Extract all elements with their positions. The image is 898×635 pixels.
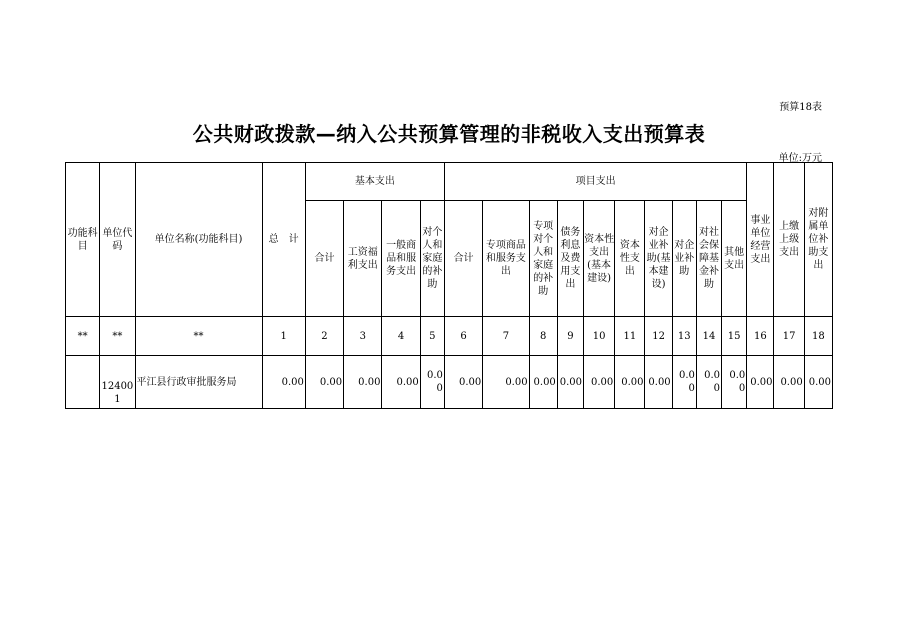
header-project-other: 其他支出	[722, 201, 747, 317]
header-project-household-subsidy: 专项对个人和家庭的补助	[529, 201, 557, 317]
cell-value: 0.00	[420, 356, 444, 409]
index-cell: 15	[722, 317, 747, 356]
header-unit-code: 单位代码	[100, 163, 135, 317]
header-basic-subtotal: 合计	[305, 201, 343, 317]
index-cell: 4	[382, 317, 420, 356]
header-project-capital: 资本性支出	[615, 201, 645, 317]
header-project-expenditure: 项目支出	[444, 163, 746, 201]
cell-value: 0.00	[774, 356, 804, 409]
header-unit-name: 单位名称(功能科目)	[135, 163, 262, 317]
index-cell: 7	[483, 317, 529, 356]
cell-value: 0.00	[344, 356, 382, 409]
index-cell: 3	[344, 317, 382, 356]
budget-table	[65, 162, 833, 409]
header-business-operating: 事业单位经营支出	[747, 163, 774, 317]
unit-label: 单位:万元	[778, 153, 822, 164]
header-basic-goods-services: 一般商品和服务支出	[382, 201, 420, 317]
index-cell: 14	[696, 317, 721, 356]
page-title: 公共财政拨款—纳入公共预算管理的非税收入支出预算表	[192, 122, 706, 146]
index-cell: **	[66, 317, 100, 356]
index-cell: 1	[262, 317, 305, 356]
cell-value: 0.00	[382, 356, 420, 409]
header-func-subject: 功能科目	[66, 163, 100, 317]
index-cell: 5	[420, 317, 444, 356]
cell-value: 0.00	[483, 356, 529, 409]
cell-value: 0.00	[804, 356, 832, 409]
cell-unit-name: 平江县行政审批服务局	[135, 356, 262, 409]
header-project-enterprise-subsidy: 对企业补助	[672, 201, 696, 317]
header-project-goods-services: 专项商品和服务支出	[483, 201, 529, 317]
cell-value: 0.00	[696, 356, 721, 409]
header-row-1	[66, 163, 833, 201]
cell-value: 0.00	[262, 356, 305, 409]
header-basic-expenditure: 基本支出	[305, 163, 444, 201]
cell-value: 0.00	[722, 356, 747, 409]
index-cell: 10	[584, 317, 615, 356]
header-project-social-security: 对社会保障基金补助	[696, 201, 721, 317]
cell-value: 0.00	[672, 356, 696, 409]
index-cell: **	[100, 317, 135, 356]
index-cell: 12	[645, 317, 672, 356]
header-total: 总 计	[262, 163, 305, 317]
index-cell: 8	[529, 317, 557, 356]
header-project-enterprise-construction: 对企业补助(基本建设)	[645, 201, 672, 317]
index-cell: 18	[804, 317, 832, 356]
cell-value: 0.00	[529, 356, 557, 409]
header-remit-superior: 上缴上级支出	[774, 163, 804, 317]
index-cell: 16	[747, 317, 774, 356]
table-row	[66, 356, 833, 409]
cell-value: 0.00	[615, 356, 645, 409]
index-row	[66, 317, 833, 356]
cell-value: 0.00	[584, 356, 615, 409]
cell-value: 0.00	[557, 356, 583, 409]
cell-value: 0.00	[747, 356, 774, 409]
cell-func-subject	[66, 356, 100, 409]
header-basic-household-subsidy: 对个人和家庭的补助	[420, 201, 444, 317]
index-cell: 9	[557, 317, 583, 356]
header-project-subtotal: 合计	[444, 201, 482, 317]
header-project-capital-construction: 资本性支出(基本建设)	[584, 201, 615, 317]
cell-value: 0.00	[444, 356, 482, 409]
header-project-debt-interest: 债务利息及费用支出	[557, 201, 583, 317]
index-cell: 6	[444, 317, 482, 356]
index-cell: **	[135, 317, 262, 356]
form-number: 预算18表	[779, 102, 822, 113]
index-cell: 13	[672, 317, 696, 356]
index-cell: 11	[615, 317, 645, 356]
header-basic-wages: 工资福利支出	[344, 201, 382, 317]
cell-value: 0.00	[305, 356, 343, 409]
header-subsidiary-subsidy: 对附属单位补助支出	[804, 163, 832, 317]
index-cell: 2	[305, 317, 343, 356]
index-cell: 17	[774, 317, 804, 356]
cell-value: 0.00	[645, 356, 672, 409]
cell-unit-code: 124001	[100, 356, 135, 409]
